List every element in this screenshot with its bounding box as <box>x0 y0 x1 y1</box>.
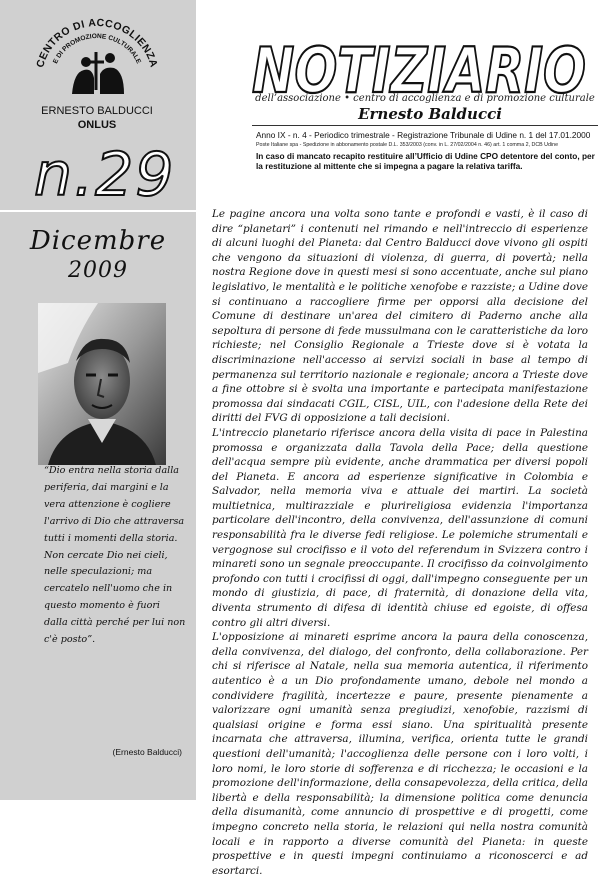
sidebar-divider <box>0 210 196 212</box>
issue-number <box>30 135 180 207</box>
logo-arc-subtextpath: E DI PROMOZIONE CULTURALE <box>52 32 142 65</box>
sidebar-quote: “Dio entra nella storia dalla periferia, dai margini e la vera attenzione è cogliere l'arrivo di Dio che attraversa tutti i momenti della storia. Non cercate Dio nei cieli, nelle speculazioni; ma cercatelo nell'uomo che in questo momento è fuori dalla città perché per lui non c'è posto”. <box>44 465 186 646</box>
portrait-photo <box>38 303 166 465</box>
masthead-title <box>250 22 590 102</box>
issue-number-text: n.29 <box>34 140 176 207</box>
issue-date-year: 2009 <box>68 258 128 283</box>
return-notice: In caso di mancato recapito restituire all’Ufficio di Udine CPO detentore del conto, per la restituzione al mittente che si impegna a pagare la relativa tariffa. <box>256 151 595 172</box>
logo-name: ERNESTO BALDUCCI <box>41 105 153 117</box>
logo-arc-textpath: CENTRO DI ACCOGLIENZA <box>34 16 160 69</box>
postal-line: Poste Italiane spa - Spedizione in abbonamento postale D.L. 353/2003 (conv. in L. 27/02/2004 n. 46) art. 1 comma 2, DCB Udine <box>256 142 559 148</box>
body-paragraph: L'intreccio planetario riferisce ancora della visita di pace in Palestina promossa e organizzata dalla Tavola della Pace; della questione dell'acqua sempre più evidente, anche drammatica per diversi popoli del Pianeta. E ancora ad esperienze significative in Colombia e Salvador, nella memoria viva e attuale dei martiri. La società multietnica, multirazziale e plurireligiosa evidenzia l'importanza particolare dell'incontro, della convivenza, dell'assunzione di comuni responsabilità fra le diverse fedi religiose. Le polemiche strumentali e vergognose sul crocifisso e il voto del referendum in Svizzera contro i minareti sono un segnale preoccupante. Il crocifisso da coinvolgimento profondo con tutti i crocifissi di oggi, dall'impegno conseguente per un mondo di giustizia, di pace, di fraternità, di donazione della vita, diventa strumento di difesa di identità chiuse ed egoiste, di offesa contro gli altri diversi. <box>212 426 588 629</box>
organization-logo <box>22 16 172 134</box>
masthead-rule <box>252 125 598 126</box>
issue-date-month: Dicembre <box>29 226 167 256</box>
logo-org: ONLUS <box>77 119 117 131</box>
logo-figures-icon <box>72 52 124 94</box>
registration-line: Anno IX - n. 4 - Periodico trimestrale - Registrazione Tribunale di Udine n. 1 del 17.01.2000 <box>256 130 591 140</box>
body-paragraph: Le pagine ancora una volta sono tante e profondi e vasti, è il caso di dire “planetari” i contenuti nel rimando e nell'intreccio di esperienze di alcuni luoghi del Pianeta: dal Centro Balducci dove vivono gli ospiti che vengono da situazioni di violenza, di guerra, di povertà; nella nostra Regione dove in questi mesi si sono accentuate, anche sul piano legislativo, le mentalità e le politiche xenofobe e razziste; a Udine dove si continuano a raccogliere firme per opporsi alla decisione del Comune di destinare un'area del cimitero di Paderno anche alla sepoltura di persone di fede mussulmana con le caratteristiche da loro richieste; nel Consiglio Regionale a Trieste dove si è votata la discriminazione nell'accesso ai servizi sociali in base al tempo di permanenza sul territorio nazionale e regionale; ancora a Trieste dove a fine ottobre si è svolta una importante e partecipata manifestazione promossa dai sindacati CGIL, CISL, UIL, con l'adesione della Rete dei diritti del FVG di opposizione a tali decisioni. <box>212 208 588 425</box>
sidebar <box>0 0 196 800</box>
masthead-subtitle: dell’associazione • centro di accoglienza e di promozione culturale <box>255 93 595 104</box>
editorial-body <box>212 207 588 878</box>
masthead-name: Ernesto Balducci <box>358 105 502 123</box>
quote-author: (Ernesto Balducci) <box>112 747 182 757</box>
body-paragraph: L'opposizione ai minareti esprime ancora la paura della conoscenza, della convivenza, del dialogo, del confronto, della collaborazione. Per chi si riferisce al Natale, nella sua memoria autentica, il riferimento autentico è a un Dio profondamente umano, debole nel mondo a condividere fragilità, incertezze e paure, presente pienamente a valorizzare ogni umanità senza pregiudizi, xenofobie, razzismi di qualsiasi origine e forma essi siano. Una spiritualità presente incarnata che attraversa, illumina, verifica, orienta tutte le grandi questioni dell'umanità; l'accoglienza delle persone con i loro volti, i loro nomi, le loro storie di sofferenza e di ricchezza; le occasioni e la promozione dell'informazione, della consapevolezza, della critica, della libertà e della responsabilità; la dimensione politica come denuncia della disumanità, come annuncio di prospettive e di progetti, come impegno concreto nella storia, le relazioni qui nella nostra comunità locali e in rapporto a diverse comunità del Pianeta: in queste prospettive e in questi impegni continuiamo a riconoscerci e ad esortarci. <box>212 631 588 877</box>
masthead-title-text: NOTIZIARIO <box>252 34 586 102</box>
